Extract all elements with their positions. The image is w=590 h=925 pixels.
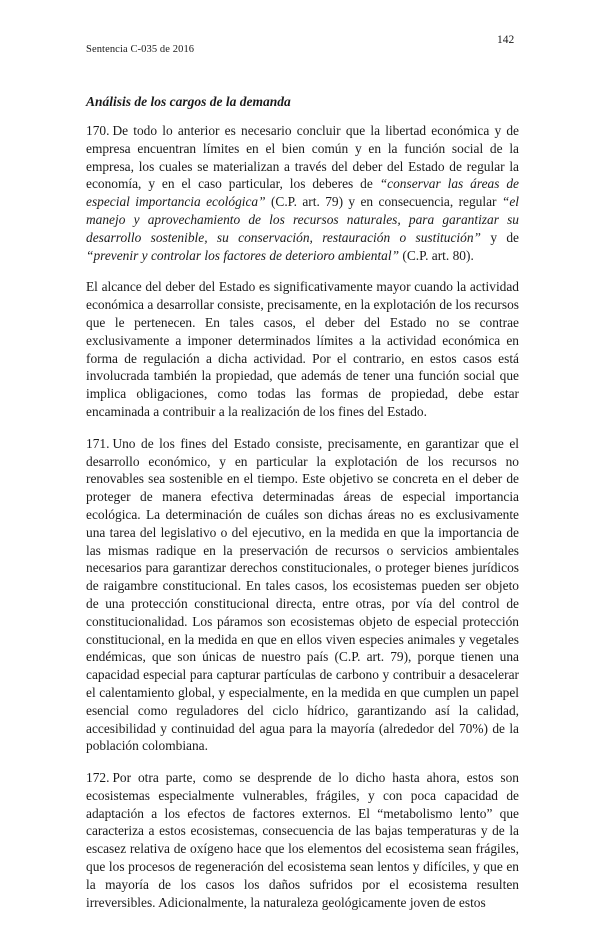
quoted-text: “prevenir y controlar los factores de deterioro ambiental” [86,247,400,263]
paragraph-number: 170. [86,123,110,138]
body-text [86,122,519,925]
paragraph-text: De todo lo anterior es necesario concluir que la libertad económica y de empresa encuentran límites en el bien común y en la función social de la empresa, los cuales se materializan a través del deber del Estado de regular la economía, y en el caso particular, los deberes de [86,123,519,192]
paragraph-text: Por otra parte, como se desprende de lo dicho hasta ahora, estos son ecosistemas especialmente vulnerables, frágiles, y con poca capacidad de adaptación a los efectos de factores externos. El “metabolismo lento” que caracteriza a estos ecosistemas, consecuencia de las bajas temperaturas y de la escasez relativa de oxígeno hace que los elementos del ecosistema sean frágiles, que los procesos de regeneración del ecosistema sean lentos y difíciles, y que en la mayoría de los casos los daños sufridos por el ecosistema resulten irreversibles. Adicionalmente, la naturaleza geológicamente joven de estos [86,770,519,910]
paragraph-number: 172. [86,770,110,786]
running-head: Sentencia C-035 de 2016 [86,44,195,55]
paragraph-unnumbered [86,278,519,420]
quoted-text: “conservar las áreas de especial importancia ecológica” [86,176,519,210]
paragraph-170 [86,122,519,264]
paragraph-171 [86,435,519,755]
paragraph-text: y de [480,229,519,245]
paragraph-text: (C.P. art. 79) y en consecuencia, regular [265,194,502,210]
section-heading: Análisis de los cargos de la demanda [86,94,291,109]
paragraph-text: (C.P. art. 80). [399,247,474,263]
paragraph-172 [86,769,519,911]
paragraph-text: Uno de los fines del Estado consiste, precisamente, en garantizar que el desarrollo económico, y en particular la explotación de los recursos no renovables sea sostenible en el tiempo. Este objetivo se concreta en el deber de proteger de manera efectiva determinadas áreas de especial importancia ecológica. La determinación de cuáles son dichas áreas no es exclusivamente una tarea del legislativo o del ejecutivo, en la medida en que la importancia de las mismas radique en la preservación de recursos o servicios ambientales necesarios para garantizar derechos constitucionales, o proteger bienes jurídicos de raigambre constitucional. En tales casos, los ecosistemas pueden ser objeto de una protección constitucional directa, entre otras, por vía del control de constitucionalidad. Los páramos son ecosistemas objeto de especial protección constitucional, en la medida en que en ellos viven especies animales y vegetales endémicas, que son únicas de nuestro país (C.P. art. 79), porque tienen una capacidad especial para capturar partículas de carbono y contribuir a desacelerar el calentamiento global, y especialmente, en la medida en que cumplen un papel esencial como reguladores del ciclo hídrico, garantizando así la calidad, accesibilidad y continuidad del agua para la mayoría (alrededor del 70%) de la población colombiana. [86,435,519,754]
quoted-text: “el manejo y aprovechamiento de los recursos naturales, para garantizar su desarrollo sostenible, su conservación, restauración o sustitución” [86,194,519,245]
page-number: 142 [497,34,515,46]
paragraph-text: El alcance del deber del Estado es significativamente mayor cuando la actividad económica a desarrollar consiste, precisamente, en la explotación de los recursos que le pertenecen. En tales casos, el deber del Estado no se contrae exclusivamente a imponer determinados límites a la actividad económica en forma de regulación a dicha actividad. Por el contrario, en estos casos está involucrada también la propiedad, que además de tener una función social que implica obligaciones, como todas las formas de propiedad, debe estar encaminada a contribuir a la realización de los fines del Estado. [86,279,519,419]
paragraph-number: 171. [86,435,110,451]
